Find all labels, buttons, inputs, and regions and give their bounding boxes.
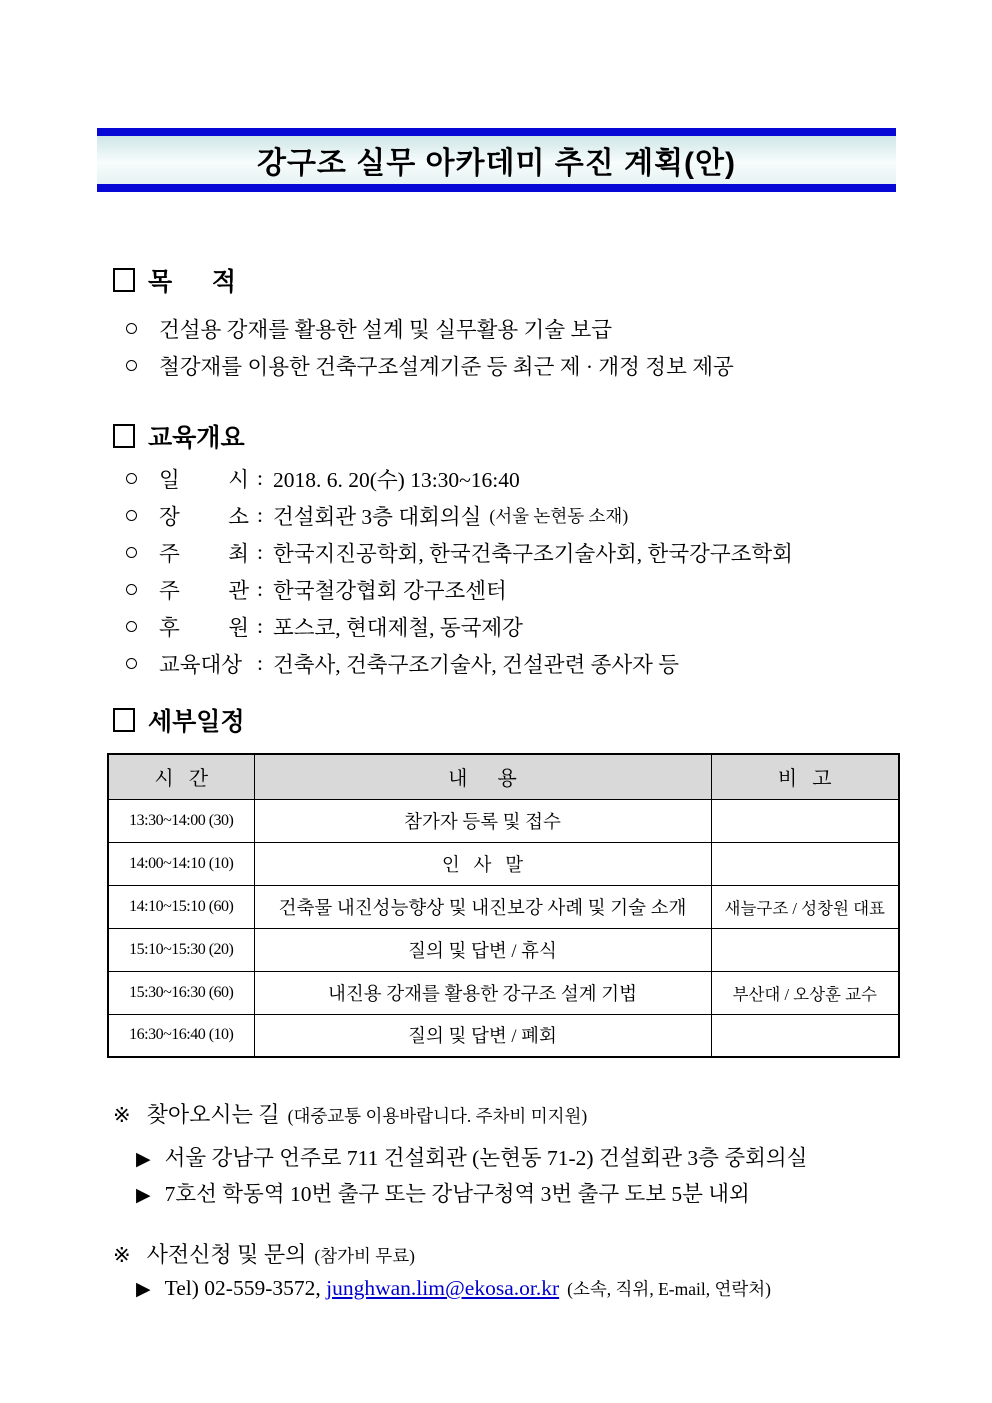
table-row [108,1014,899,1057]
reference-mark-icon: ※ [113,1103,131,1127]
overview-item-value: 한국지진공학회, 한국건축구조기술사회, 한국강구조학회 [272,542,793,566]
contact-tel: Tel) 02-559-3572, [164,1276,321,1300]
overview-item-label: 주 관 [159,579,249,603]
colon-separator: : [257,540,263,564]
contact-title-note: (참가비 무료) [314,1246,415,1266]
table-row [108,885,899,928]
time-cell: 13:30~14:00 (30) [108,799,254,842]
section-heading-label: 세부일정 [148,708,245,736]
directions-title-line [113,1098,587,1129]
table-row [108,799,899,842]
remark-cell [711,842,899,885]
overview-item-label: 후 원 [159,616,249,640]
page-title: 강구조 실무 아카데미 추진 계획(안) [256,147,737,180]
overview-item-value: 2018. 6. 20(수) 13:30~16:40 [272,468,520,492]
table-row [108,971,899,1014]
time-cell: 14:10~15:10 (60) [108,885,254,928]
overview-item-value: 포스코, 현대제철, 동국제강 [272,616,523,640]
section-heading-overview [113,418,245,454]
colon-separator: : [257,503,263,527]
overview-item [126,611,523,642]
overview-item-label: 주 최 [159,542,249,566]
direction-item [136,1177,750,1208]
content-cell: 참가자 등록 및 접수 [254,799,711,842]
purpose-item-text: 철강재를 이용한 건축구조설계기준 등 최근 제 · 개정 정보 제공 [159,355,734,379]
purpose-item [126,350,734,381]
contact-line [136,1276,771,1301]
remark-cell [711,799,899,842]
table-header-row [108,754,899,799]
overview-item [126,574,507,605]
remark-cell: 새늘구조 / 성창원 대표 [711,885,899,928]
circle-bullet-icon [126,658,137,669]
overview-item [126,463,520,494]
overview-item-value: 한국철강협회 강구조센터 [272,579,507,603]
circle-bullet-icon [126,360,137,371]
arrow-right-icon: ▶ [136,1149,151,1170]
overview-item-label: 교육대상 [159,653,243,677]
overview-item-value: 건설회관 3층 대회의실 [272,505,482,529]
square-bullet-icon [113,268,135,292]
circle-bullet-icon [126,547,137,558]
time-cell: 16:30~16:40 (10) [108,1014,254,1057]
time-cell: 15:30~16:30 (60) [108,971,254,1014]
arrow-right-icon: ▶ [136,1279,151,1300]
overview-item-note: (서울 논현동 소재) [489,506,629,526]
header-time: 시 간 [108,754,254,799]
section-heading-label: 교육개요 [148,424,245,452]
purpose-item [126,313,612,344]
overview-item-label: 일 시 [159,468,249,492]
contact-email-note: (소속, 직위, E-mail, 연락처) [567,1279,771,1299]
direction-item-text: 7호선 학동역 10번 출구 또는 강남구청역 3번 출구 도보 5분 내외 [164,1182,750,1206]
circle-bullet-icon [126,473,137,484]
directions-title: 찾아오시는 길 [146,1102,280,1127]
header-remark: 비 고 [711,754,899,799]
remark-cell: 부산대 / 오상훈 교수 [711,971,899,1014]
section-heading-schedule [113,702,245,738]
content-cell: 내진용 강재를 활용한 강구조 설계 기법 [254,971,711,1014]
time-cell: 14:00~14:10 (10) [108,842,254,885]
content-cell: 질의 및 답변 / 휴식 [254,928,711,971]
arrow-right-icon: ▶ [136,1185,151,1206]
colon-separator: : [257,651,263,675]
table-row [108,928,899,971]
reference-mark-icon: ※ [113,1243,131,1267]
circle-bullet-icon [126,323,137,334]
section-heading-label: 목 적 [148,268,236,296]
table-row [108,842,899,885]
remark-cell [711,1014,899,1057]
square-bullet-icon [113,708,135,732]
direction-item [136,1141,807,1172]
square-bullet-icon [113,424,135,448]
banner-bottom-bar [97,184,896,192]
circle-bullet-icon [126,621,137,632]
content-cell: 인 사 말 [254,842,711,885]
remark-cell [711,928,899,971]
banner-body [97,136,896,184]
contact-title: 사전신청 및 문의 [146,1242,307,1267]
circle-bullet-icon [126,584,137,595]
header-content: 내 용 [254,754,711,799]
colon-separator: : [257,614,263,638]
email-link[interactable]: junghwan.lim@ekosa.or.kr [326,1276,560,1300]
circle-bullet-icon [126,510,137,521]
section-heading-purpose [113,262,236,298]
overview-item-label: 장 소 [159,505,249,529]
time-cell: 15:10~15:30 (20) [108,928,254,971]
direction-item-text: 서울 강남구 언주로 711 건설회관 (논현동 71-2) 건설회관 3층 중회의실 [164,1146,808,1170]
colon-separator: : [257,466,263,490]
overview-item [126,648,679,679]
title-banner [97,128,896,192]
contact-title-line [113,1238,415,1269]
content-cell: 질의 및 답변 / 폐회 [254,1014,711,1057]
content-cell: 건축물 내진성능향상 및 내진보강 사례 및 기술 소개 [254,885,711,928]
colon-separator: : [257,577,263,601]
banner-top-bar [97,128,896,136]
overview-item-value: 건축사, 건축구조기술사, 건설관련 종사자 등 [272,653,680,677]
overview-item [126,500,628,531]
purpose-item-text: 건설용 강재를 활용한 설계 및 실무활용 기술 보급 [159,318,613,342]
schedule-table [107,753,900,1058]
directions-title-note: (대중교통 이용바랍니다. 주차비 미지원) [287,1106,588,1126]
overview-item [126,537,793,568]
